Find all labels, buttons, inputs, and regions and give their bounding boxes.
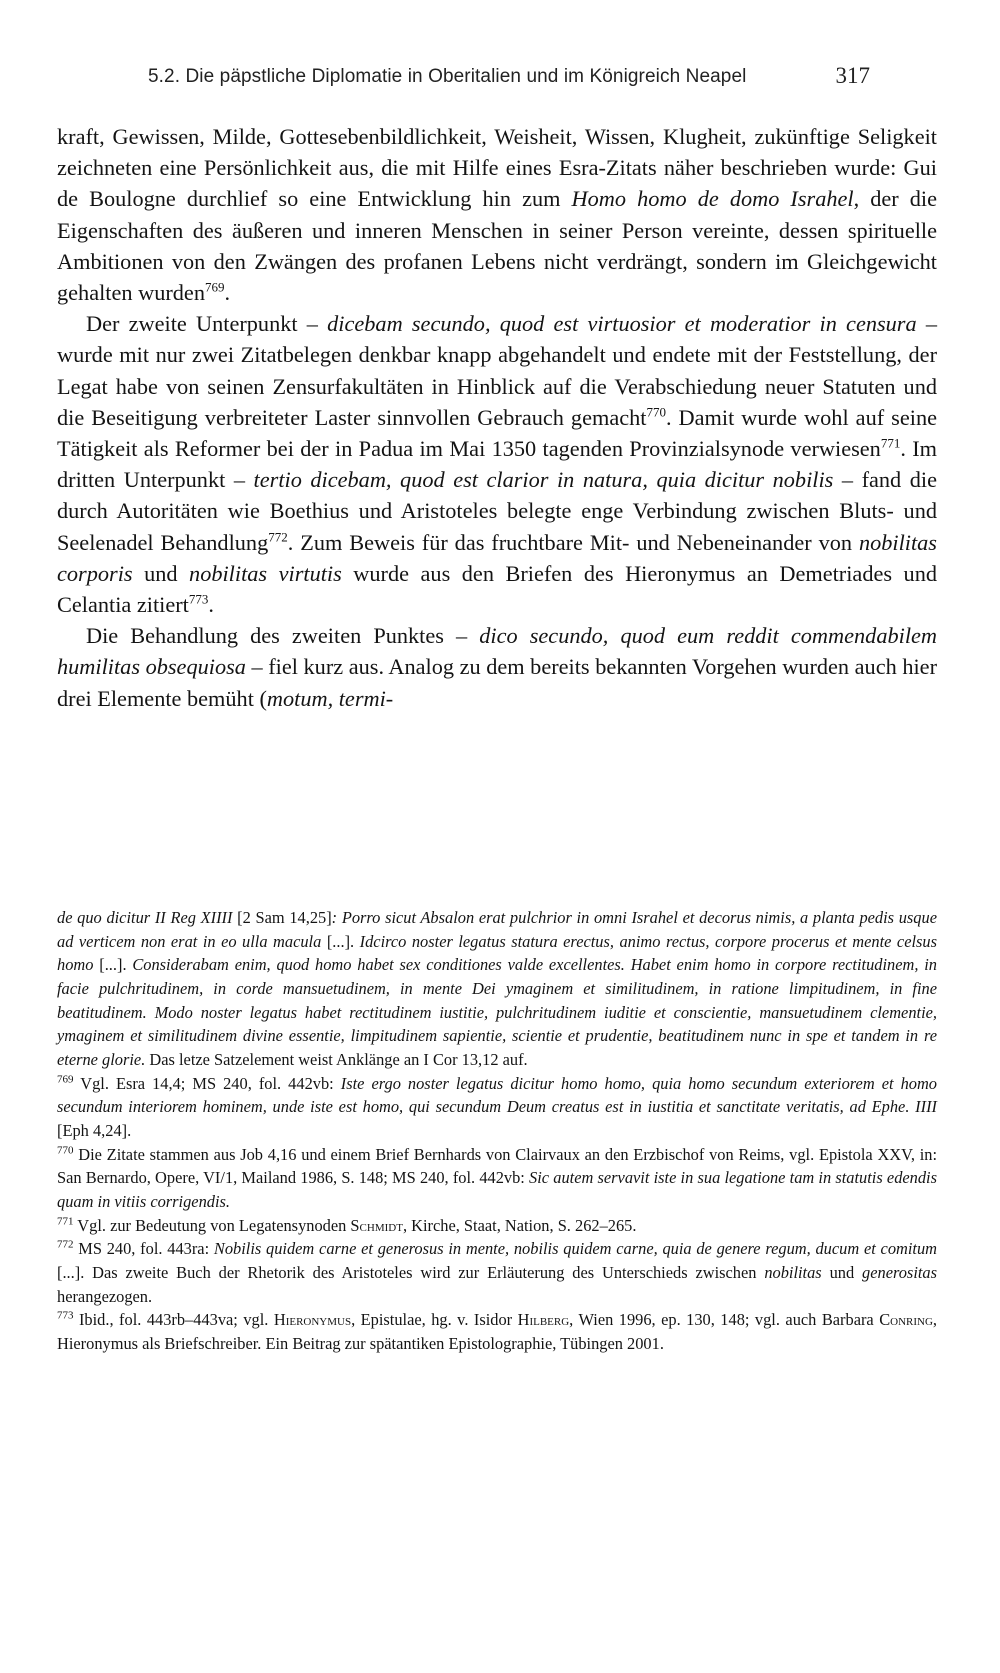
footnote-number: 770	[57, 1144, 74, 1157]
footnote-ref-770[interactable]: 770	[646, 404, 666, 420]
footnote-continuation: de quo dicitur II Reg XIIII [2 Sam 14,25]: Porro sicut Absalon erat pulchrior in omni Israhel et decorus nimis, a planta pedis usque ad verticem non erat in eo ulla macula [...]. Idcirco noster legatus statura erectus, animo rectus, corpore procerus et mente celsus homo [...]. Considerabam enim, quod homo habet sex conditiones valde excellentes. Habet enim homo in corpore rectitudinem, in facie pulchritudinem, in corde mansuetudinem, in mente Dei ymaginem et similitudinem, in ratione limpitudinem, in fine beatitudinem. Modo noster legatus habet rectitudinem iustitie, pulchritudinem iuditie et conscientie, mansuetudinem clementie, ymaginem et similitudinem divine essentie, limpitudinem sapientie, scientie et prudentie, beatitudinem nunc in spe et tandem in re eterne glorie. Das letze Satzelement weist Anklänge an I Cor 13,12 auf.	[57, 908, 937, 1069]
footnotes	[57, 906, 937, 1355]
footnote-772: $^{772}$ MS 240, fol. 443ra: Nobilis quidem carne et generosus in mente, nobilis quidem carne, quia de genere regum, ducum et comitum [...]. Das zweite Buch der Rhetorik des Aristoteles wird zur Erläuterung des Unterschieds zwischen nobilitas und generositas herangezogen.	[57, 1238, 937, 1306]
paragraph-2: Der zweite Unterpunkt – dicebam secundo, quod est virtuosior et moderatior in censura – wurde mit nur zwei Zitatbelegen denkbar knapp abgehandelt und endete mit der Feststellung, der Legat habe von seinen Zensurfakultäten in Hinblick auf die Verabschiedung neuer Statuten und die Beseitigung verbreiteter Laster sinnvollen Gebrauch gemacht$^{770}$. Damit wurde wohl auf seine Tätigkeit als Reformer bei der in Padua im Mai 1350 tagenden Provinzialsynode verwiesen$^{771}$. Im dritten Unterpunkt – tertio dicebam, quod est clarior in natura, quia dicitur nobilis – fand die durch Autoritäten wie Boethius und Aristoteles belegte enge Verbindung zwischen Bluts- und Seelenadel Behandlung$^{772}$. Zum Beweis für das fruchtbare Mit- und Nebeneinander von nobilitas corporis und nobilitas virtutis wurde aus den Briefen des Hieronymus an Demetriades und Celantia zitiert$^{773}$.	[57, 311, 937, 618]
page-header	[148, 63, 870, 96]
footnote-ref-772[interactable]: 772	[268, 529, 288, 545]
footnote-number: 772	[57, 1238, 74, 1251]
footnote-ref-773[interactable]: 773	[188, 591, 209, 607]
page-number: 317	[835, 63, 870, 88]
footnote-773: $^{773}$ Ibid., fol. 443rb–443va; vgl. Hieronymus, Epistulae, hg. v. Isidor Hilberg, Wien 1996, ep. 130, 148; vgl. auch Barbara Conring, Hieronymus als Briefschreiber. Ein Beitrag zur spätantiken Epistolographie, Tübingen 2001.	[57, 1309, 938, 1353]
footnote-ref-769[interactable]: 769	[204, 279, 225, 295]
paragraph-3: Die Behandlung des zweiten Punktes – dico secundo, quod eum reddit commendabilem humilitas obsequiosa – fiel kurz aus. Analog zu dem bereits bekannten Vorgehen wurden auch hier drei Elemente bemüht (motum, termi-	[57, 623, 938, 711]
main-text	[57, 121, 937, 714]
footnote-771: $^{771}$ Vgl. zur Bedeutung von Legatensynoden Schmidt, Kirche, Staat, Nation, S. 262–265.	[57, 1215, 637, 1235]
footnote-number: 773	[57, 1309, 74, 1322]
footnote-number: 771	[57, 1215, 74, 1228]
footnote-769: $^{769}$ Vgl. Esra 14,4; MS 240, fol. 442vb: Iste ergo noster legatus dicitur homo homo, quia homo secundum exteriorem et homo secundum interiorem hominem, unde iste est homo, qui secundum Deum creatus est in iustitia et sanctitate veritatis, ad Ephe. IIII [Eph 4,24].	[57, 1073, 937, 1140]
footnote-number: 769	[57, 1073, 74, 1086]
footnote-ref-771[interactable]: 771	[880, 435, 901, 451]
footnote-770: $^{770}$ Die Zitate stammen aus Job 4,16 und einem Brief Bernhards von Clairvaux an den Erzbischof von Reims, vgl. Epistola XXV, in: San Bernardo, Opere, VI/1, Mailand 1986, S. 148; MS 240, fol. 442vb: Sic autem servavit iste in sua legatione tam in statutis edendis quam in vitiis corrigendis.	[57, 1144, 937, 1211]
running-head: 5.2. Die päpstliche Diplomatie in Oberitalien und im Königreich Neapel	[148, 66, 747, 87]
paragraph-1: kraft, Gewissen, Milde, Gottesebenbildlichkeit, Weisheit, Wissen, Klugheit, zukünftige Seligkeit zeichneten eine Persönlichkeit aus, die mit Hilfe eines Esra-Zitats näher beschrieben wurde: Gui de Boulogne durchlief so eine Entwicklung hin zum Homo homo de domo Israhel, der die Eigenschaften des äußeren und inneren Menschen in seiner Person vereinte, dessen spirituelle Ambitionen von den Zwängen des profanen Lebens nicht verdrängt, sondern im Gleichgewicht gehalten wurden$^{769}$.	[57, 124, 938, 306]
